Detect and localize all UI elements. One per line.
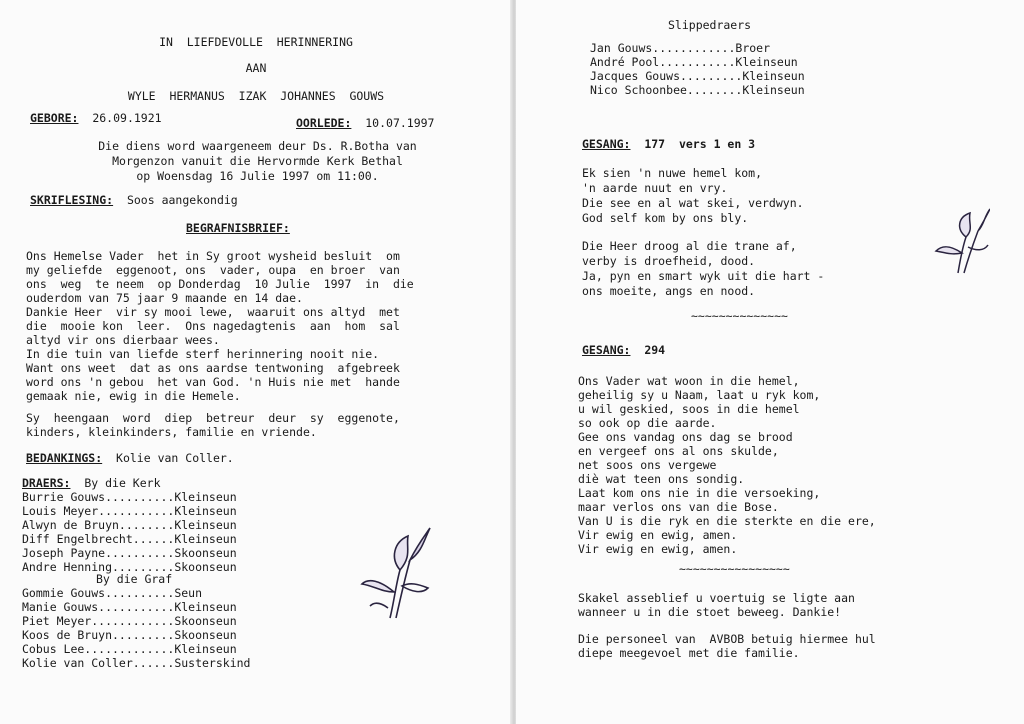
bearers-heading-line — [22, 477, 161, 490]
bearer-grave-row: Koos de Bruyn.........Skoonseun — [22, 628, 237, 642]
scripture-value: Soos aangekondig — [126, 193, 238, 207]
prayer-line: Van U is die ryk en die sterkte en die ere, — [578, 514, 876, 528]
pallbearers-heading: Slippedraers — [668, 18, 752, 32]
prayer-line: Vir ewig en ewig, amen. — [578, 528, 738, 542]
bearers-grave-heading: By die Graf — [96, 572, 173, 586]
grief-line: Sy heengaan word diep betreur deur sy eggenote, — [26, 411, 400, 425]
bearer-church-row: Andre Henning.........Skoonseun — [22, 560, 237, 574]
closing-line: Die personeel van AVBOB betuig hiermee hul — [578, 632, 876, 646]
scripture-label: SKRIFLESING: — [30, 193, 114, 207]
hymn-line: Ja, pyn en smart wyk uit die hart - — [582, 269, 825, 283]
prayer-line: maar verlos ons van die Bose. — [578, 500, 779, 514]
hymn-line: verby is droefheid, dood. — [582, 254, 756, 268]
died-date: 10.07.1997 — [365, 116, 435, 130]
born-line — [30, 112, 162, 125]
prayer-line: Laat kom ons nie in die versoeking, — [578, 486, 821, 500]
hymn-294-heading — [582, 344, 665, 357]
letter-line: gemaak nie, ewig in die Hemele. — [26, 389, 241, 403]
prayer-line: so ook op die aarde. — [578, 416, 717, 430]
prayer-line: Gee ons vandag ons dag se brood — [578, 430, 793, 444]
divider: ~~~~~~~~~~~~~~ — [691, 309, 788, 323]
hymn-line: ons moeite, angs en nood. — [582, 284, 756, 298]
letter-line: In die tuin van liefde sterf herinnering nooit nie. — [26, 347, 380, 361]
letter-line: die mooie kon leer. Ons nagedagtenis aan hom sal — [26, 319, 400, 333]
hymn-number: 177 vers 1 en 3 — [644, 137, 756, 151]
right-page — [516, 0, 1024, 724]
hymn-line: Die see en al wat skei, verdwyn. — [582, 196, 804, 210]
bearers-church-heading: By die Kerk — [84, 476, 161, 490]
prayer-line: Ons Vader wat woon in die hemel, — [578, 374, 800, 388]
bearer-church-row: Alwyn de Bruyn........Kleinseun — [22, 518, 237, 532]
memorial-heading: IN LIEFDEVOLLE HERINNERING — [159, 35, 353, 49]
letter-line: Dankie Heer vir sy mooi lewe, waaruit ons altyd met — [26, 305, 400, 319]
died-label: OORLEDE: — [296, 116, 352, 130]
hymn-line: 'n aarde nuut en vry. — [582, 181, 728, 195]
hymn-line: Die Heer droog al die trane af, — [582, 239, 797, 253]
prayer-line: en vergeef ons al ons skulde, — [578, 444, 779, 458]
divider: ~~~~~~~~~~~~~~~~ — [679, 562, 790, 576]
hymn-line: God self kom by ons bly. — [582, 211, 749, 225]
letter-line: ouderdom van 75 jaar 9 maande en 14 dae. — [26, 291, 303, 305]
born-date: 26.09.1921 — [92, 111, 162, 125]
hymn-label: GESANG: — [582, 343, 631, 357]
died-line — [296, 117, 435, 130]
letter-line: ons weg te neem op Donderdag 10 Julie 1997 in die — [26, 277, 414, 291]
closing-line: diepe meegevoel met die familie. — [578, 646, 800, 660]
letter-line: Want ons weet dat as ons aardse tentwoning afgebreek — [26, 361, 400, 375]
service-line-3: op Woensdag 16 Julie 1997 om 11:00. — [136, 169, 379, 183]
scripture-line — [30, 194, 238, 207]
pallbearer-row: Nico Schoonbee........Kleinseun — [590, 83, 805, 97]
bearer-church-row: Diff Engelbrecht......Kleinseun — [22, 532, 237, 546]
prayer-line: u wil geskied, soos in die hemel — [578, 402, 800, 416]
grief-line: kinders, kleinkinders, familie en vriende. — [26, 425, 317, 439]
prayer-line: Vir ewig en ewig, amen. — [578, 542, 738, 556]
notice-line: wanneer u in die stoet beweeg. Dankie! — [578, 605, 842, 619]
service-line-2: Morgenzon vanuit die Hervormde Kerk Bethal — [112, 154, 403, 168]
bearer-grave-row: Kolie van Coller......Susterskind — [22, 656, 251, 670]
thanks-value: Kolie van Coller. — [116, 451, 234, 465]
prayer-line: net soos ons vergewe — [578, 458, 717, 472]
prayer-line: diè wat teen ons sondig. — [578, 472, 745, 486]
letter-line: Ons Hemelse Vader het in Sy groot wysheid besluit om — [26, 249, 400, 263]
hymn-177-heading — [582, 138, 755, 151]
pallbearer-row: Jan Gouws............Broer — [590, 41, 771, 55]
bearer-grave-row: Manie Gouws...........Kleinseun — [22, 600, 237, 614]
pallbearer-row: Jacques Gouws.........Kleinseun — [590, 69, 805, 83]
memorial-heading-aan: AAN — [245, 61, 267, 75]
service-line-1: Die diens word waargeneem deur Ds. R.Botha van — [98, 139, 417, 153]
prayer-line: geheilig sy u Naam, laat u ryk kom, — [578, 388, 821, 402]
hymn-line: Ek sien 'n nuwe hemel kom, — [582, 166, 763, 180]
bearer-grave-row: Piet Meyer............Skoonseun — [22, 614, 237, 628]
funeral-letter-heading: BEGRAFNISBRIEF: — [186, 221, 290, 235]
bearer-church-row: Louis Meyer...........Kleinseun — [22, 504, 237, 518]
letter-line: altyd vir ons dierbaar wees. — [26, 333, 220, 347]
born-label: GEBORE: — [30, 111, 79, 125]
pallbearer-row: André Pool...........Kleinseun — [590, 55, 798, 69]
letter-line: word ons 'n gebou het van God. 'n Huis nie met hande — [26, 375, 400, 389]
deceased-name: WYLE HERMANUS IZAK JOHANNES GOUWS — [127, 89, 385, 103]
notice-line: Skakel asseblief u voertuig se ligte aan — [578, 591, 855, 605]
lily-flower-icon — [934, 205, 990, 275]
hymn-label: GESANG: — [582, 137, 631, 151]
thanks-line — [26, 452, 234, 465]
letter-line: my geliefde eggenoot, ons vader, oupa en broer van — [26, 263, 400, 277]
bearer-church-row: Burrie Gouws..........Kleinseun — [22, 490, 237, 504]
bearer-grave-row: Gommie Gouws..........Seun — [22, 586, 203, 600]
bearer-church-row: Joseph Payne..........Skoonseun — [22, 546, 237, 560]
hymn-number: 294 — [644, 343, 666, 357]
bearer-grave-row: Cobus Lee.............Kleinseun — [22, 642, 237, 656]
bearers-label: DRAERS: — [22, 476, 71, 490]
thanks-label: BEDANKINGS: — [26, 451, 103, 465]
lily-flower-icon — [360, 522, 432, 620]
